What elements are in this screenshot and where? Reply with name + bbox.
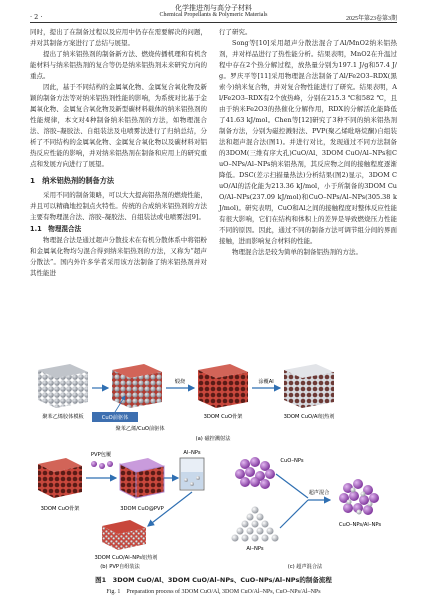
label-al-nps-c: Al–NPs xyxy=(246,546,264,552)
paragraph: 提出了纳米铝热剂的制备新方法、燃烧传播机理和有机含能材料与纳米铝热剂的复合等仍是纳米铝热剂未来研究方向的重点。 xyxy=(30,50,207,80)
label-pvp-coat: PVP包覆 xyxy=(90,452,112,458)
dom-cuo-skeleton xyxy=(38,458,82,498)
issue-info: 2025年第23卷第3期 xyxy=(345,16,397,22)
label-dom-cuo-pvp: 3DOM CuO@PVP xyxy=(120,506,164,512)
label-dom-cuo: 3DOM CuO骨架 xyxy=(203,414,243,420)
figure-caption-cn: 图1 3DOM CuO/Al、3DOM CuO/Al–NPs、CuO–NPs/Al–NPs的制备流程 xyxy=(95,576,332,584)
paragraph: 因此，基于不同结构的金属氧化物、金属复合氧化物及新颖的制备方法等对纳米铝热剂性能的影响，为系统对比基于金属氧化物、金属复合氧化物及新型碳材料载体的纳米铝热剂的性能规律，本文对4种制备纳米铝热剂的方法，如物理混合法、溶胶–凝胶法、自组装法及电喷雾法进行了归纳总结，分析了不同结构的金属氧化物、金属复合氧化物以及碳材料对铝热反应性能的影响，并对纳米铝热剂在制备和应用上的研究重点和发展方向进行了展望。 xyxy=(30,83,207,168)
arrow xyxy=(280,500,308,528)
al-nps-pyramid xyxy=(232,507,279,542)
page-number: · 2 · xyxy=(30,13,43,21)
cuo-al-nps-mixture xyxy=(339,479,379,515)
paragraph: 物理混合法是较为简单的制备铝热剂的方法。 xyxy=(232,248,362,256)
al-nps-beaker xyxy=(180,458,204,490)
panel-c-caption: (c) 超声混合法 xyxy=(287,564,323,570)
panel-a xyxy=(38,364,334,442)
dom-cuo-block xyxy=(198,364,248,408)
label-ps-template: 聚苯乙烯胶体模板 xyxy=(42,414,84,420)
paragraph: 行了研究。 xyxy=(219,28,252,36)
dom-cuo-pvp-block xyxy=(120,458,164,498)
pvp-particle xyxy=(99,463,105,469)
figure-caption-en: Fig. 1 Preparation process of 3DOM CuO/Al, 3DOM CuO/Al–NPs, CuO–NPs/Al–NPs xyxy=(106,589,321,595)
paragraph: 物理混合法是通过超声分散技术在有机分散体系中将铝粉和金属氧化物均匀混合得到纳米铝热剂的方法，又称为“超声分散法”。国内外许多学者采用该方法制备了纳米铝热剂并对其性能进 xyxy=(30,236,207,277)
panel-c xyxy=(232,457,382,570)
arrow xyxy=(276,474,308,498)
pvp-particle xyxy=(91,461,97,467)
panel-b-caption: (b) PVP自组装法 xyxy=(100,564,140,570)
journal-title-en: Chemical Propellants & Polymeric Materials xyxy=(159,12,268,18)
label-cuo-nps: CuO–NPs xyxy=(280,458,304,464)
ps-template-block xyxy=(38,364,88,408)
figure-1 xyxy=(30,350,397,570)
header-rule xyxy=(30,22,397,23)
left-column xyxy=(30,27,207,279)
subsection-heading: 1.1 物理混合法 xyxy=(30,225,82,233)
paragraph: Song等[10]采用超声分散法混合了Al/MnO2纳米铝热剂，并对样品进行了热性能分析。结果表明，MnO2在升温过程中存在2个热分解过程，放热量分别为197.1 J/g和57.4 J/g。罗庆平等[11]采用物理混合法制备了Al/Fe2O3–RDX(黑索今)纳米复合物，并对复合物性能进行了研究。结果表明，Al/Fe2O3–RDX有2个放热峰，分别在215.3 ℃和582 ℃，且由于纳米Fe2O3的热催化分解作用，RDX的分解活化能降低了41.63 kJ/mol。Chen等[12]研究了3种不同的纳米铝热剂制备方法，分别为磁控溅射法、PVP(聚乙烯吡咯烷酮)自组装法和超声混合法(图1)。并进行对比，发现通过不同方法制备的3DOM(三维有序大孔)CuO/Al、3DOM CuO/Al–NPs和CuO–NPs/Al–NPs纳米铝热剂，其反应物之间的接触程度逐渐降低。DSC(差示扫描量热法)分析结果(图2)显示，3DOM CuO/Al的活化能为213.36 kJ/mol，小于所制备的3DOM CuO/Al–NPs(237.09 kJ/mol)和CuO–NPs/Al–NPs(305.38 kJ/mol)。研究表明，CuO和Al之间的接触程度对整体反应性能有很大影响，它们在结构和体积上的差异是导致燃烧压力性能不同的原因。因此，通过不同的制备方法可调节组分间的界面接触，进而影响复合材料的性能。 xyxy=(219,39,397,245)
paragraph: 同时，提出了在制备过程以及应用中仍存在需要解决的问题，并对其制备方案进行了总结与展望。 xyxy=(30,28,207,47)
right-column xyxy=(219,27,397,258)
label-cuo-precursor: CuO前驱体 xyxy=(101,415,129,421)
journal-title-cn: 化学推进剂与高分子材料 xyxy=(175,4,252,12)
section-heading: 1 纳米铝热剂的制备方法 xyxy=(30,176,115,185)
label-ultrasonic: 超声混合 xyxy=(308,490,330,496)
label-dom-cuo-al: 3DOM CuO/Al铝热剂 xyxy=(283,414,335,420)
dom-cuo-al-block xyxy=(284,364,334,408)
cuo-nps-cluster xyxy=(235,457,275,489)
dom-cuo-al-nps-block xyxy=(102,520,146,550)
panel-a-caption: (a) 磁控溅射法 xyxy=(195,436,231,442)
label-dom-cuo-al-nps: 3DOM CuO/Al–NPs铝热剂 xyxy=(94,555,158,561)
label-al-coating: 涂覆Al xyxy=(258,379,274,385)
label-cuo-al-nps: CuO–NPs/Al–NPs xyxy=(338,522,382,528)
label-ps-cuo: 聚苯乙烯/CuO前驱体 xyxy=(115,426,165,432)
paragraph: 采用不同的制备策略，可以大大提高铝热剂的燃烧性能，并且可以精确地控制点火特性。传统的合成纳米铝热剂的方法主要有物理混合法、溶胶–凝胶法、自组装法或电喷雾法[9]。 xyxy=(30,191,207,221)
label-calcine: 煅烧 xyxy=(174,379,186,385)
ps-cuo-block xyxy=(112,364,162,408)
panel-b xyxy=(38,450,204,570)
label-dom-cuo-b: 3DOM CuO骨架 xyxy=(40,506,80,512)
figure-1-graphic xyxy=(30,350,397,570)
pvp-particle xyxy=(107,461,113,467)
label-al-nps-b: Al–NPs xyxy=(183,450,201,456)
